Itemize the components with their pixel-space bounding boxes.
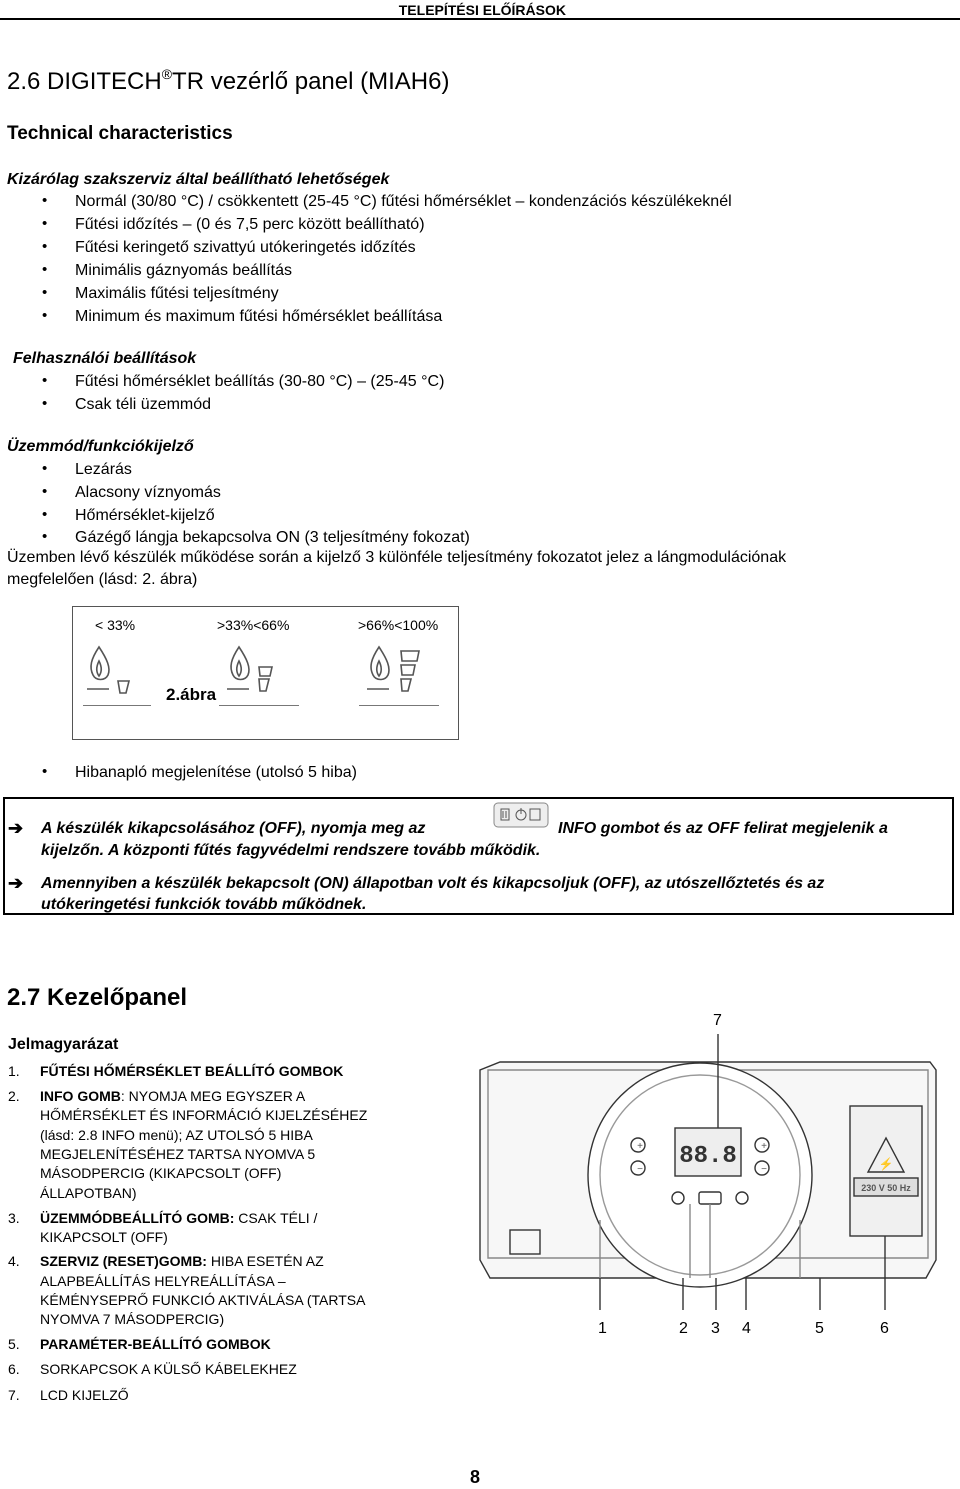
registered-mark: ®	[161, 66, 173, 82]
level-bar-2	[259, 667, 272, 676]
user-settings-heading: Felhasználói beállítások	[13, 350, 197, 367]
legend-item-6: SORKAPCSOK A KÜLSŐ KÁBELEKHEZ	[40, 1361, 297, 1377]
legend-line: ALAPBEÁLLÍTÁS HELYREÁLLÍTÁSA –	[40, 1273, 286, 1289]
page-number: 8	[470, 1467, 481, 1487]
paragraph-line: Üzemben lévő készülék működése során a kijelző 3 különféle teljesítmény fokozatot jelez a lángmodulációnak	[7, 549, 787, 566]
callout-6: 6	[880, 1320, 889, 1337]
list-item: • Minimum és maximum fűtési hőmérséklet beállítása	[75, 308, 442, 326]
mode-indicator-heading: Üzemmód/funkciókijelző	[7, 438, 194, 455]
callout-1: 1	[598, 1320, 607, 1337]
legend-line: KIKAPCSOLT (OFF)	[40, 1229, 168, 1245]
paragraph-line: megfelelően (lásd: 2. ábra)	[7, 571, 198, 588]
warning-lightning-icon: ⚡	[878, 1157, 894, 1171]
control-panel-diagram	[470, 1010, 950, 1340]
level-bar-1	[401, 679, 411, 691]
figure-2-flame-levels	[72, 606, 459, 740]
list-item: • Hibanapló megjelenítése (utolsó 5 hiba)	[75, 764, 357, 782]
legend-number: 5.	[8, 1336, 20, 1352]
plus-icon: +	[761, 1141, 767, 1152]
section-2-6-title: 2.6 DIGITECH®TR vezérlő panel (MIAH6)	[7, 66, 450, 95]
level-label-low: < 33%	[95, 617, 136, 633]
legend-item-2: INFO GOMB: NYOMJA MEG EGYSZER A	[40, 1088, 306, 1104]
legend-line: MÁSODPERCIG (KIKAPCSOLT (OFF)	[40, 1165, 282, 1181]
voltage-label: 230 V 50 Hz	[861, 1183, 911, 1193]
level-bar-1	[259, 679, 269, 691]
list-item: • Lezárás	[75, 461, 132, 479]
level-bar-1	[118, 681, 129, 693]
callout-4: 4	[742, 1320, 751, 1337]
list-item: • Fűtési hőmérséklet beállítás (30-80 °C) – (25-45 °C)	[75, 373, 444, 391]
callout-2: 2	[679, 1320, 688, 1337]
legend-line: NYOMVA 7 MÁSODPERCIG)	[40, 1311, 225, 1327]
legend-line: (lásd: 2.8 INFO menü); AZ UTOLSÓ 5 HIBA	[40, 1127, 313, 1143]
list-item: • Csak téli üzemmód	[75, 396, 211, 414]
list-item: • Fűtési időzítés – (0 és 7,5 perc között beállítható)	[75, 216, 425, 234]
level-bar-2	[401, 665, 415, 675]
legend-heading: Jelmagyarázat	[8, 1036, 119, 1053]
legend-line: ÁLLAPOTBAN)	[40, 1185, 137, 1201]
arrow-icon: ➔	[8, 873, 24, 893]
plus-icon: +	[637, 1141, 643, 1152]
legend-line: MEGJELENÍTÉSÉHEZ TARTSA NYOMVA 5	[40, 1146, 316, 1162]
header-rule	[0, 18, 960, 20]
callout-5: 5	[815, 1320, 824, 1337]
minus-icon: −	[761, 1164, 767, 1175]
legend-number: 6.	[8, 1361, 20, 1377]
service-heading: Kizárólag szakszerviz által beállítható lehetőségek	[7, 171, 390, 188]
list-item: • Alacsony víznyomás	[75, 484, 221, 502]
list-item: • Minimális gáznyomás beállítás	[75, 262, 292, 280]
legend-item-1: FŰTÉSI HŐMÉRSÉKLET BEÁLLÍTÓ GOMBOK	[40, 1063, 344, 1079]
legend-number: 1.	[8, 1063, 20, 1079]
callout-3: 3	[711, 1320, 720, 1337]
minus-icon: −	[637, 1164, 643, 1175]
legend-item-7: LCD KIJELZŐ	[40, 1387, 129, 1403]
legend-number: 7.	[8, 1387, 20, 1403]
lcd-digits: 88.8	[679, 1143, 737, 1170]
level-label-high: >66%<100%	[358, 617, 439, 633]
legend-item-4: SZERVIZ (RESET)GOMB: HIBA ESETÉN AZ	[40, 1253, 324, 1269]
callout-7: 7	[713, 1012, 722, 1029]
legend-line: HŐMÉRSÉKLET ÉS INFORMÁCIÓ KIJELZÉSÉHEZ	[40, 1107, 368, 1123]
list-item: • Gázégő lángja bekapcsolva ON (3 teljesítmény fokozat)	[75, 529, 470, 547]
legend-item-5: PARAMÉTER-BEÁLLÍTÓ GOMBOK	[40, 1336, 271, 1352]
section-2-7-title: 2.7 Kezelőpanel	[7, 984, 188, 1011]
list-item: • Normál (30/80 °C) / csökkentett (25-45 °C) fűtési hőmérséklet – kondenzációs készülékeknél	[75, 193, 732, 211]
note-1-line-2: kijelzőn. A központi fűtés fagyvédelmi rendszere tovább működik.	[41, 842, 541, 859]
info-button-icon	[493, 802, 549, 828]
note-1-line-1: A készülék kikapcsolásához (OFF), nyomja meg az	[41, 820, 426, 837]
figure-caption: 2.ábra	[166, 685, 217, 704]
legend-number: 2.	[8, 1088, 20, 1104]
legend-item-3: ÜZEMMÓDBEÁLLÍTÓ GOMB: CSAK TÉLI /	[40, 1210, 318, 1226]
list-item: • Fűtési keringető szivattyú utókeringetés időzítés	[75, 239, 416, 257]
level-label-mid: >33%<66%	[217, 617, 290, 633]
level-bar-3	[401, 651, 419, 661]
legend-line: KÉMÉNYSEPRŐ FUNKCIÓ AKTIVÁLÁSA (TARTSA	[40, 1292, 366, 1308]
list-item: • Hőmérséklet-kijelző	[75, 507, 215, 525]
arrow-icon: ➔	[8, 818, 24, 838]
list-item: • Maximális fűtési teljesítmény	[75, 285, 279, 303]
note-2-line-2: utókeringetési funkciók tovább működnek.	[41, 896, 367, 913]
running-header: TELEPÍTÉSI ELŐÍRÁSOK	[398, 2, 566, 18]
legend-number: 4.	[8, 1253, 20, 1269]
legend-number: 3.	[8, 1210, 20, 1226]
flame-level-icons	[73, 607, 458, 739]
note-2-line-1: Amennyiben a készülék bekapcsolt (ON) állapotban volt és kikapcsoljuk (OFF), az utószellőztetés és az	[41, 875, 825, 892]
technical-characteristics-heading: Technical characteristics	[7, 123, 233, 144]
note-1-line-1b: INFO gombot és az OFF felirat megjelenik a	[558, 820, 888, 837]
